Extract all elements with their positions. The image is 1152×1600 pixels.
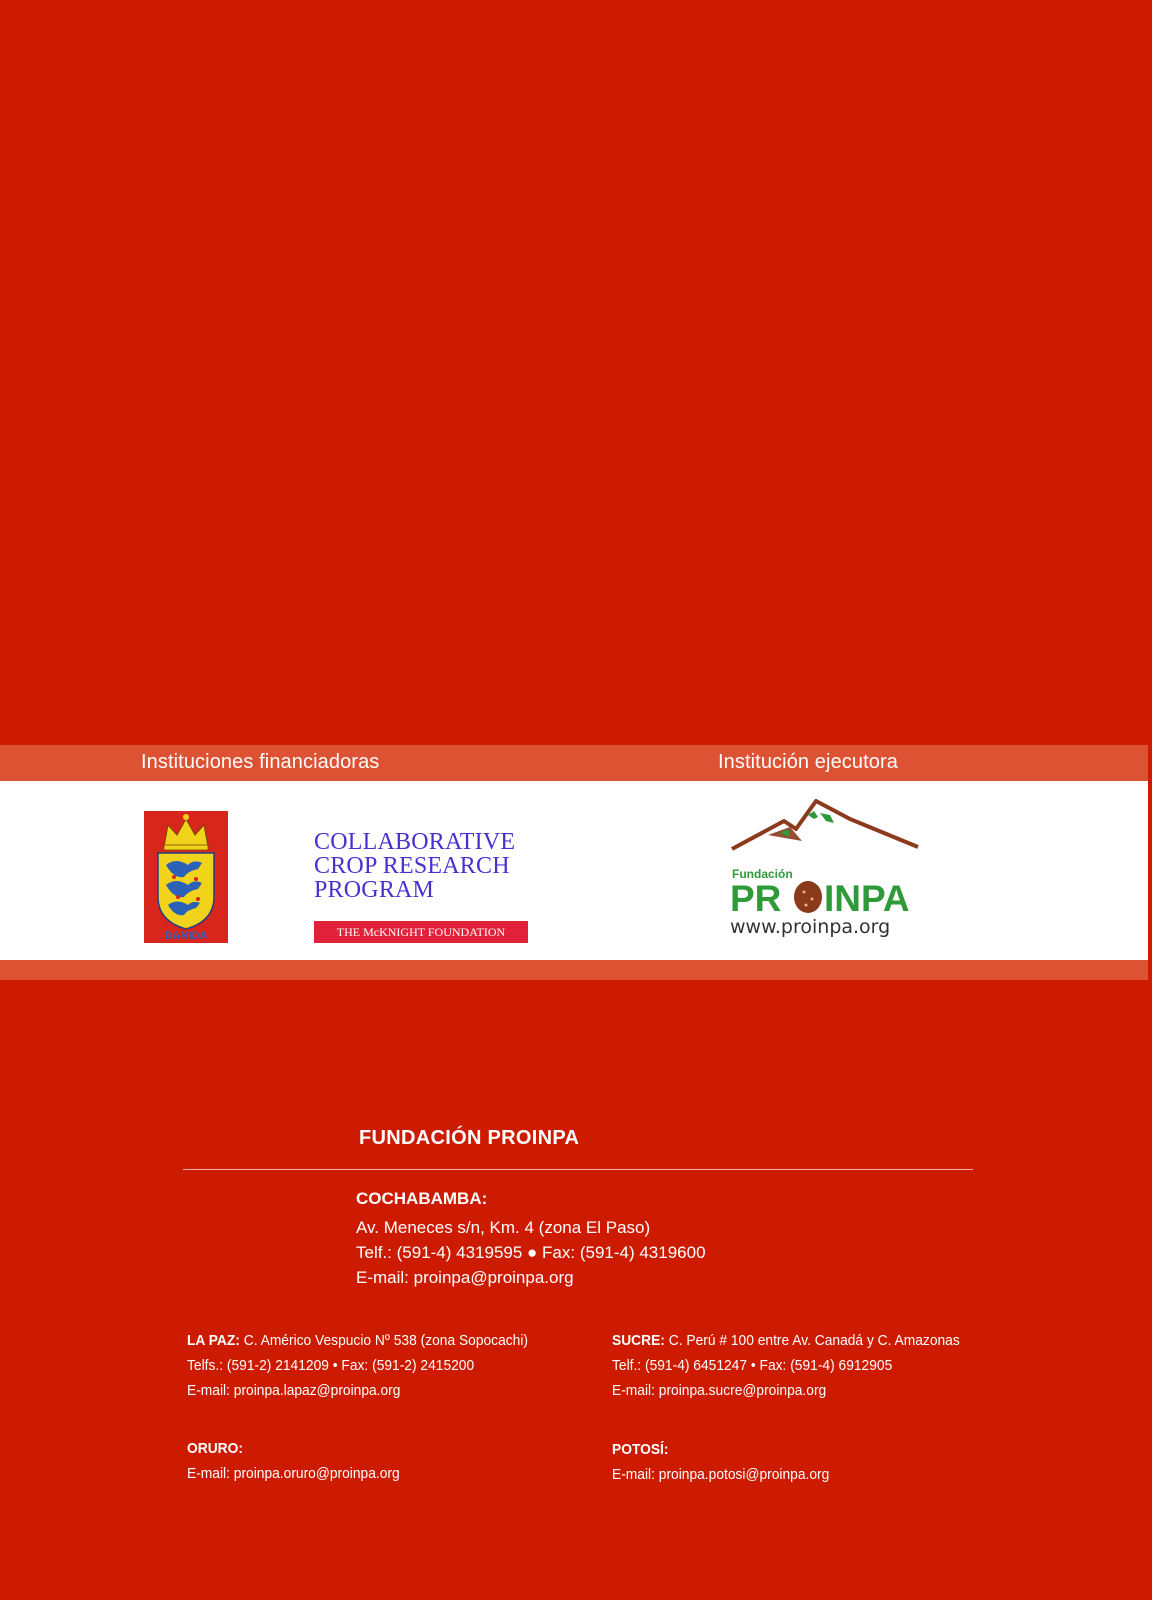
- office-address: C. Américo Vespucio Nº 538 (zona Sopocachi): [243, 1332, 529, 1349]
- office-phone: Telfs.: (591-2) 2141209 • Fax: (591-2) 2415200: [187, 1357, 475, 1374]
- logo-strip-bottom-band: [0, 960, 1148, 980]
- proinpa-wordmark-left: PR: [730, 878, 782, 919]
- ccrp-logo: [314, 830, 515, 902]
- danida-text: DANIDA: [164, 930, 208, 942]
- city-name: ORURO:: [187, 1440, 243, 1457]
- office-phone: Telf.: (591-4) 6451247 • Fax: (591-4) 6912905: [612, 1357, 893, 1374]
- office-email: E-mail: proinpa@proinpa.org: [356, 1268, 574, 1287]
- office-email: E-mail: proinpa.sucre@proinpa.org: [612, 1382, 827, 1399]
- footer-title: FUNDACIÓN PROINPA: [359, 1127, 580, 1149]
- proinpa-wordmark-right: INPA: [824, 878, 910, 919]
- office-sucre: [612, 1328, 960, 1403]
- office-email: E-mail: proinpa.potosi@proinpa.org: [612, 1466, 830, 1483]
- office-email: E-mail: proinpa.lapaz@proinpa.org: [187, 1382, 401, 1399]
- sponsors-label-band: [0, 745, 1148, 781]
- office-oruro: [187, 1436, 400, 1486]
- mcknight-foundation-bar: THE McKNIGHT FOUNDATION: [314, 921, 528, 943]
- ccrp-line-3: PROGRAM: [314, 877, 435, 903]
- office-email: E-mail: proinpa.oruro@proinpa.org: [187, 1465, 400, 1482]
- city-name: LA PAZ:: [187, 1332, 240, 1349]
- office-cochabamba: [356, 1186, 706, 1290]
- office-phone: Telf.: (591-4) 4319595 ● Fax: (591-4) 4319600: [356, 1243, 706, 1262]
- danida-logo: [144, 811, 228, 943]
- ccrp-line-1: COLLABORATIVE: [314, 829, 516, 855]
- office-la-paz: [187, 1328, 528, 1403]
- city-name: SUCRE:: [612, 1332, 665, 1349]
- city-name: COCHABAMBA:: [356, 1189, 488, 1208]
- office-potosi: [612, 1437, 829, 1487]
- proinpa-fundacion-text: Fundación: [732, 867, 793, 881]
- office-address: Av. Meneces s/n, Km. 4 (zona El Paso): [356, 1218, 651, 1237]
- footer-divider: [183, 1169, 973, 1170]
- funders-label: Instituciones financiadoras: [141, 751, 380, 773]
- proinpa-logo: [728, 795, 928, 943]
- ccrp-line-2: CROP RESEARCH: [314, 853, 510, 879]
- city-name: POTOSÍ:: [612, 1441, 669, 1458]
- proinpa-url: www.proinpa.org: [730, 916, 891, 938]
- executor-label: Institución ejecutora: [718, 751, 898, 773]
- office-address: C. Perú # 100 entre Av. Canadá y C. Amazonas: [668, 1332, 960, 1349]
